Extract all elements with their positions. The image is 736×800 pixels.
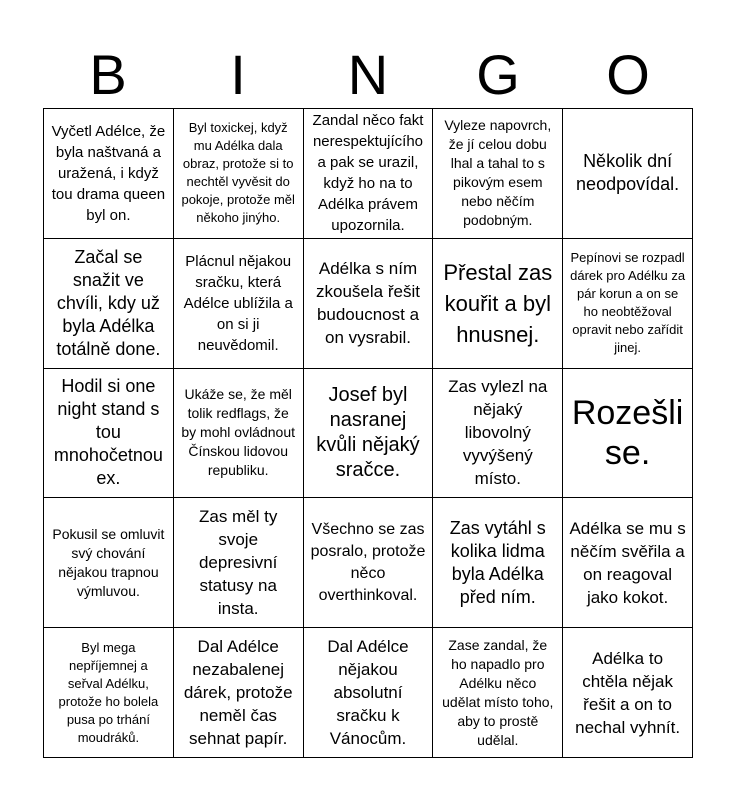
bingo-cell[interactable]: Ukáže se, že měl tolik redflags, že by mohl ovládnout Čínskou lidovou republiku.: [174, 369, 304, 499]
header-letter-b: B: [89, 43, 127, 106]
bingo-cell[interactable]: Dal Adélce nezabalenej dárek, protože neměl čas sehnat papír.: [174, 628, 304, 758]
header-letter-n: N: [347, 43, 389, 106]
bingo-cell[interactable]: Začal se snažit ve chvíli, kdy už byla Adélka totálně done.: [44, 239, 174, 369]
bingo-cell[interactable]: Zase zandal, že ho napadlo pro Adélku něco udělat místo toho, aby to prostě udělal.: [433, 628, 563, 758]
bingo-cell-center[interactable]: Rozešli se.: [563, 369, 693, 499]
bingo-header: [43, 42, 693, 108]
bingo-cell[interactable]: Dal Adélce nějakou absolutní sračku k Vánocům.: [304, 628, 434, 758]
bingo-cell[interactable]: Zandal něco fakt nerespektujícího a pak se urazil, když ho na to Adélka právem upozornila.: [304, 109, 434, 239]
bingo-cell[interactable]: Vyleze napovrch, že jí celou dobu lhal a tahal to s pikovým esem nebo něčím podobným.: [433, 109, 563, 239]
header-letter-i: I: [230, 43, 246, 106]
bingo-cell[interactable]: Zas vytáhl s kolika lidma byla Adélka před ním.: [433, 498, 563, 628]
bingo-cell[interactable]: Pepínovi se rozpadl dárek pro Adélku za pár korun a on se ho neobtěžoval opravit nebo zařídit jinej.: [563, 239, 693, 369]
bingo-cell[interactable]: Adélka se mu s něčím svěřila a on reagoval jako kokot.: [563, 498, 693, 628]
bingo-cell[interactable]: Zas měl ty svoje depresivní statusy na insta.: [174, 498, 304, 628]
bingo-cell[interactable]: Josef byl nasranej kvůli nějaký sračce.: [304, 369, 434, 499]
bingo-cell[interactable]: Plácnul nějakou sračku, která Adélce ublížila a on si ji neuvědomil.: [174, 239, 304, 369]
bingo-cell[interactable]: Přestal zas kouřit a byl hnusnej.: [433, 239, 563, 369]
bingo-card-grid: [43, 108, 693, 758]
bingo-cell[interactable]: Všechno se zas posralo, protože něco overthinkoval.: [304, 498, 434, 628]
bingo-cell[interactable]: Hodil si one night stand s tou mnohočetnou ex.: [44, 369, 174, 499]
bingo-cell[interactable]: Byl mega nepříjemnej a seřval Adélku, protože ho bolela pusa po trhání moudráků.: [44, 628, 174, 758]
bingo-cell[interactable]: Byl toxickej, když mu Adélka dala obraz, protože si to nechtěl vyvěsit do pokoje, protože měl někoho jinýho.: [174, 109, 304, 239]
header-letter-o: O: [606, 43, 650, 106]
bingo-cell[interactable]: Vyčetl Adélce, že byla naštvaná a uražená, i když tou drama queen byl on.: [44, 109, 174, 239]
bingo-cell[interactable]: Pokusil se omluvit svý chování nějakou trapnou výmluvou.: [44, 498, 174, 628]
bingo-cell[interactable]: Adélka s ním zkoušela řešit budoucnost a on vysrabil.: [304, 239, 434, 369]
bingo-cell[interactable]: Několik dní neodpovídal.: [563, 109, 693, 239]
bingo-cell[interactable]: Zas vylezl na nějaký libovolný vyvýšený místo.: [433, 369, 563, 499]
bingo-cell[interactable]: Adélka to chtěla nějak řešit a on to nechal vyhnít.: [563, 628, 693, 758]
header-letter-g: G: [476, 43, 520, 106]
